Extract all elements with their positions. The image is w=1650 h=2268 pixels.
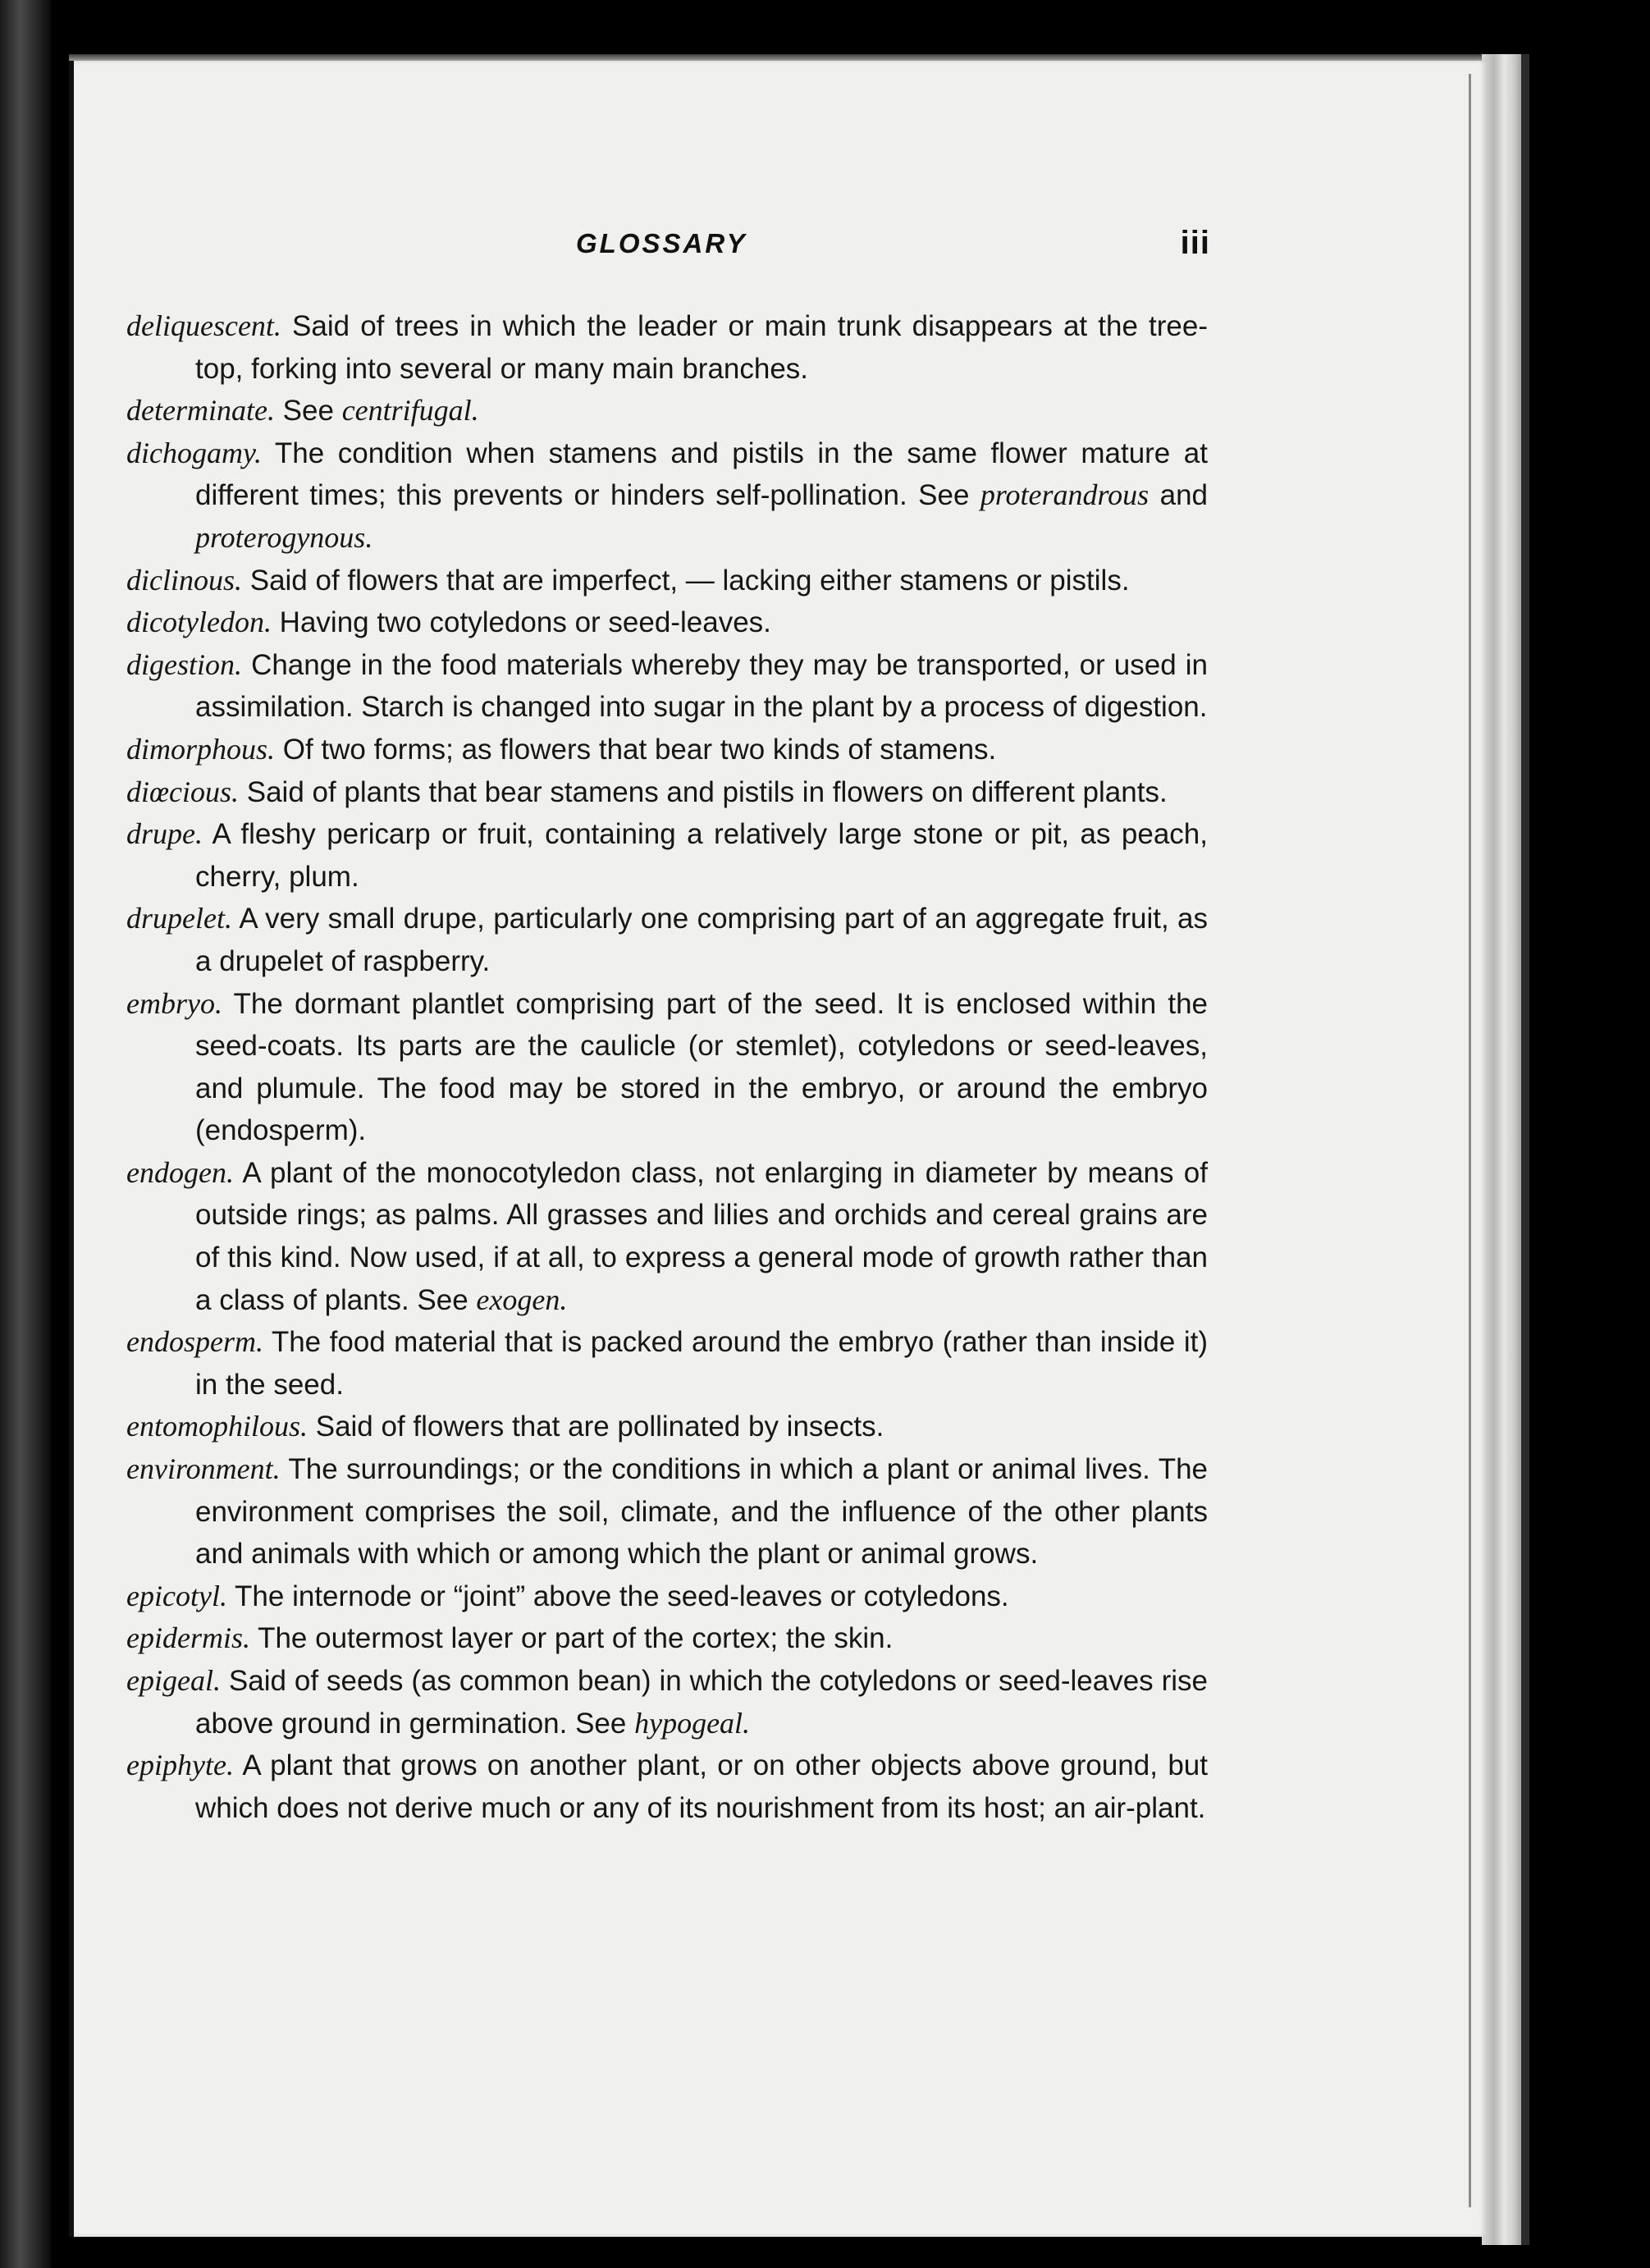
glossary-definition: A fleshy pericarp or fruit, containing a relatively large stone or pit, as peach, cherry, plum. [195, 818, 1208, 893]
glossary-definition: Said of flowers that are imperfect, — lacking either stamens or pistils. [242, 564, 1130, 597]
glossary-definition: A plant of the monocotyledon class, not enlarging in diameter by means of outside rings; as palms. All grasses and lilies and orchids and cereal grains are of this kind. Now used, if at all, to express a general mode of growth rather than a class of plants. See [195, 1156, 1208, 1316]
glossary-term: entomophilous. [126, 1410, 308, 1443]
glossary-term: deliquescent. [126, 309, 281, 342]
glossary-entry [126, 432, 1208, 560]
glossary-definition: Said of seeds (as common bean) in which the cotyledons or seed-leaves rise above ground in germination. See [195, 1665, 1208, 1740]
glossary-definition: The food material that is packed around the embryo (rather than inside it) in the seed. [195, 1326, 1208, 1401]
cross-reference: exogen. [476, 1283, 568, 1316]
glossary-entries [126, 305, 1208, 1829]
glossary-definition: The condition when stamens and pistils in the same flower mature at different times; this prevents or hinders self-pollination. See [195, 437, 1208, 512]
glossary-term: environment. [126, 1452, 281, 1486]
glossary-entry [126, 898, 1208, 982]
glossary-definition: The dormant plantlet comprising part of the seed. It is enclosed within the seed-coats. Its parts are the caulicle (or stemlet), cotyledons or seed-leaves, and plumule. The food may be stored in the embryo, or around the embryo (endosperm). [195, 987, 1208, 1147]
glossary-entry [126, 983, 1208, 1152]
glossary-term: dichogamy. [126, 436, 262, 469]
scan-left-border [0, 0, 51, 2268]
glossary-term: diœcious. [126, 775, 240, 808]
page-header [123, 222, 1210, 271]
cross-reference: proterandrous [980, 478, 1150, 512]
glossary-entry [126, 1406, 1208, 1448]
glossary-definition: A plant that grows on another plant, or on other objects above ground, but which does not derive much or any of its nourishment from its host; an air-plant. [195, 1749, 1208, 1824]
glossary-definition: Change in the food materials whereby they may be transported, or used in assimilation. Starch is changed into sugar in the plant by a process of digestion. [195, 648, 1208, 724]
glossary-entry [126, 771, 1208, 814]
glossary-term: diclinous. [126, 563, 242, 597]
glossary-entry [126, 305, 1208, 390]
glossary-definition-cont: and [1149, 479, 1208, 512]
glossary-definition: Of two forms; as flowers that bear two kinds of stamens. [275, 733, 997, 766]
glossary-entry [126, 644, 1208, 729]
glossary-term: determinate. [126, 394, 275, 428]
glossary-term: epiphyte. [126, 1749, 234, 1782]
glossary-definition: A very small drupe, particularly one comprising part of an aggregate fruit, as a drupelet of raspberry. [195, 903, 1208, 977]
glossary-entry [126, 1744, 1208, 1829]
glossary-term: digestion. [126, 647, 242, 681]
glossary-term: epidermis. [126, 1621, 250, 1655]
glossary-definition: The surroundings; or the conditions in which a plant or animal lives. The environment comprises the soil, climate, and the influence of the other plants and animals with which or among which the plant or animal grows. [195, 1453, 1208, 1571]
glossary-term: drupe. [126, 817, 203, 851]
glossary-definition: Said of flowers that are pollinated by insects. [308, 1411, 884, 1443]
glossary-entry [126, 1617, 1208, 1660]
glossary-term: dimorphous. [126, 732, 276, 766]
glossary-definition: Having two cotyledons or seed-leaves. [271, 606, 771, 639]
glossary-entry [126, 729, 1208, 771]
glossary-term: drupelet. [126, 902, 232, 935]
running-head: GLOSSARY [576, 228, 747, 258]
cross-reference: hypogeal. [634, 1706, 751, 1740]
glossary-entry [126, 560, 1208, 602]
glossary-entry [126, 601, 1208, 644]
glossary-term: embryo. [126, 986, 222, 1020]
glossary-term: epicotyl. [126, 1579, 227, 1612]
glossary-definition: The internode or “joint” above the seed-leaves or cotyledons. [226, 1580, 1009, 1612]
glossary-term: dicotyledon. [126, 606, 272, 639]
glossary-term: endogen. [126, 1155, 234, 1189]
glossary-definition: The outermost layer or part of the cortex; the skin. [249, 1622, 894, 1655]
glossary-entry [126, 813, 1208, 898]
glossary-definition: Said of trees in which the leader or main trunk disappears at the tree-top, forking into several or many main branches. [195, 310, 1208, 385]
glossary-term: epigeal. [126, 1664, 221, 1697]
glossary-entry [126, 390, 1208, 432]
cross-reference: proterogynous. [195, 520, 373, 554]
glossary-entry [126, 1660, 1208, 1744]
glossary-entry [126, 1321, 1208, 1406]
page-number: iii [1180, 225, 1210, 261]
cross-reference: centrifugal. [341, 394, 479, 428]
glossary-entry [126, 1152, 1208, 1321]
page-fold-line [1469, 74, 1471, 2207]
glossary-entry [126, 1575, 1208, 1618]
glossary-term: endosperm. [126, 1325, 263, 1359]
book-page-edges [1482, 54, 1523, 2245]
glossary-definition: See [274, 395, 342, 428]
glossary-entry [126, 1448, 1208, 1575]
glossary-definition: Said of plants that bear stamens and pistils in flowers on different plants. [239, 775, 1168, 808]
